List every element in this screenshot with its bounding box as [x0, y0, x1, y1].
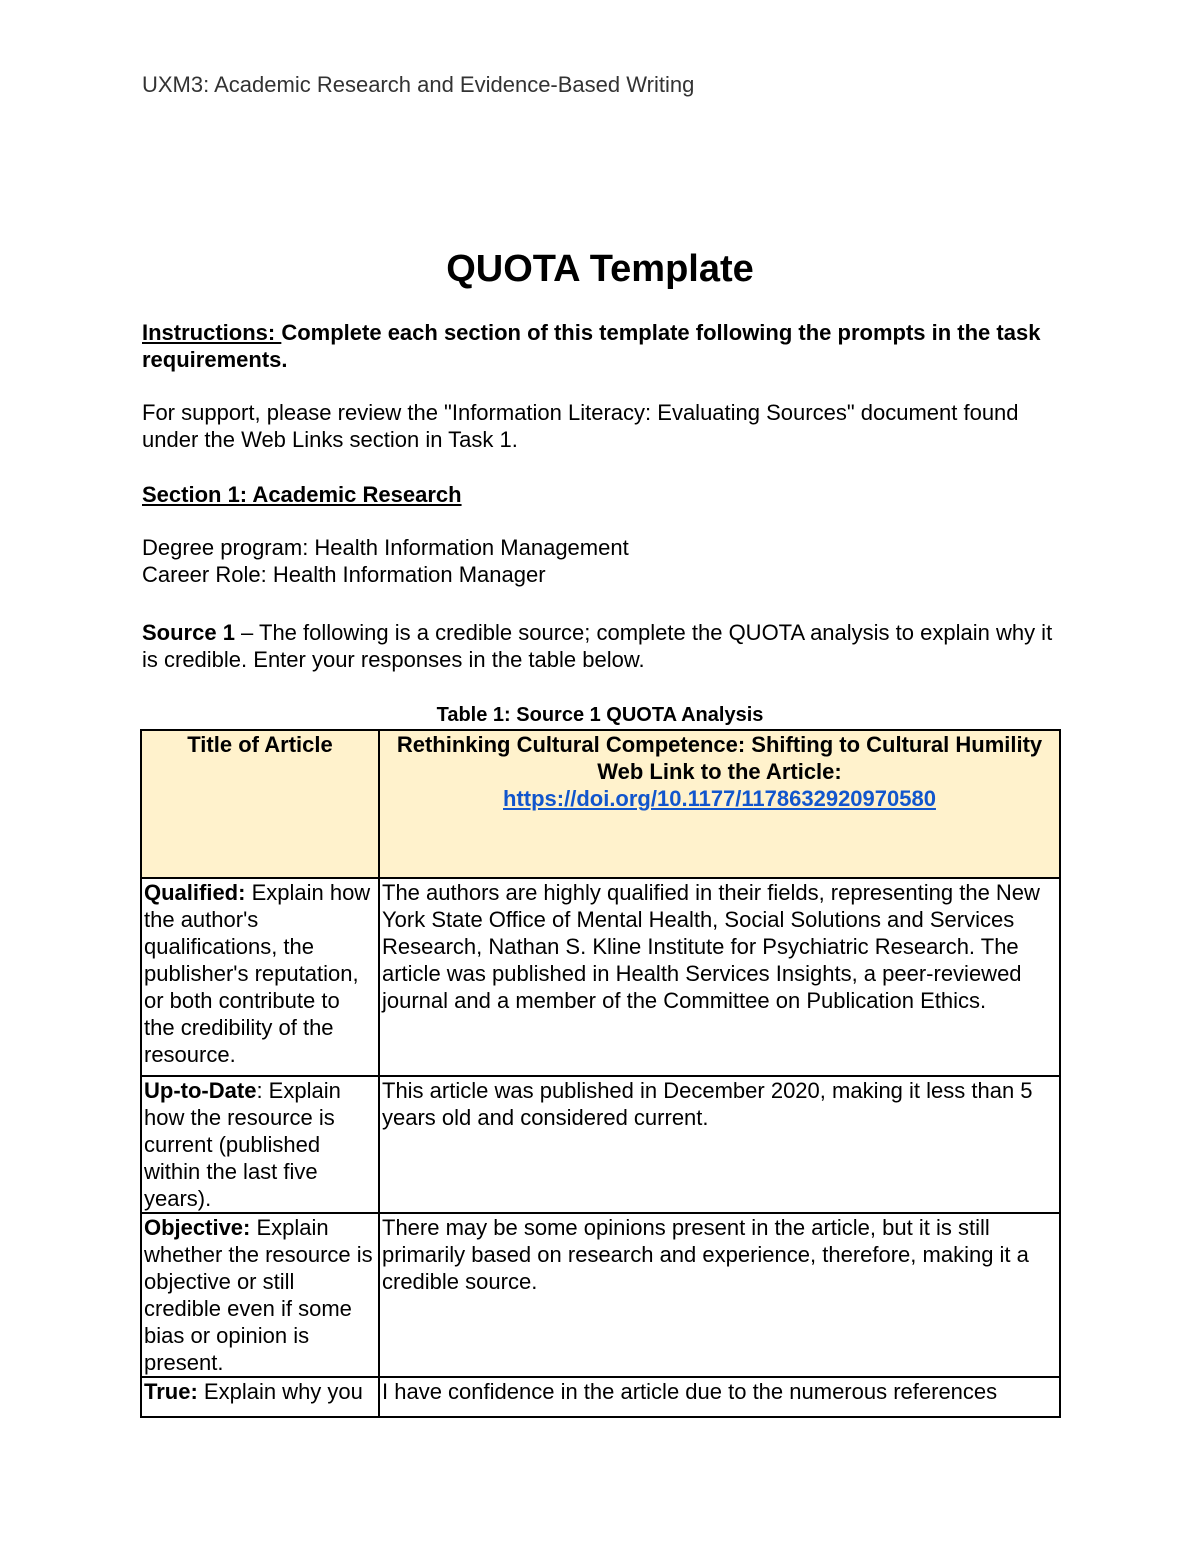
article-doi-link[interactable]: https://doi.org/10.1177/1178632920970580	[503, 786, 936, 811]
table-row	[141, 1377, 1060, 1417]
article-info-cell	[379, 730, 1060, 878]
table-row	[141, 1076, 1060, 1213]
quota-table	[140, 729, 1061, 1418]
course-header: UXM3: Academic Research and Evidence-Based Writing	[142, 72, 695, 97]
criterion-prompt: : Explain how the resource is current (published within the last five years).	[144, 1078, 341, 1211]
source-1-paragraph	[142, 619, 1062, 673]
criterion-prompt: Explain whether the resource is objective or still credible even if some bias or opinion is present.	[144, 1215, 373, 1375]
response-cell[interactable]: There may be some opinions present in the article, but it is still primarily based on research and experience, therefore, making it a credible source.	[379, 1213, 1060, 1377]
criterion-label: Up-to-Date	[144, 1078, 257, 1103]
source-1-label: Source 1	[142, 620, 235, 645]
criterion-prompt: Explain why you	[197, 1379, 363, 1404]
response-cell[interactable]: The authors are highly qualified in their fields, representing the New York State Office of Mental Health, Social Solutions and Services Research, Nathan S. Kline Institute for Psychiatric Research. The article was published in Health Services Insights, a peer-reviewed journal and a member of the Committee on Publication Ethics.	[379, 878, 1060, 1076]
criterion-label: Qualified:	[144, 880, 246, 905]
instructions-label: Instructions:	[142, 320, 282, 345]
table-row	[141, 878, 1060, 1076]
title-header-cell: Title of Article	[141, 730, 379, 878]
table-row-title	[141, 730, 1060, 878]
document-title: QUOTA Template	[446, 248, 754, 290]
criterion-label: True:	[144, 1379, 198, 1404]
response-cell[interactable]: This article was published in December 2020, making it less than 5 years old and considered current.	[379, 1076, 1060, 1213]
criterion-cell	[141, 1213, 379, 1377]
career-role: Career Role: Health Information Manager	[142, 562, 546, 587]
criterion-cell	[141, 878, 379, 1076]
table-row	[141, 1213, 1060, 1377]
section-1-heading: Section 1: Academic Research	[142, 482, 462, 507]
degree-program: Degree program: Health Information Management	[142, 535, 629, 560]
article-title: Rethinking Cultural Competence: Shifting to Cultural Humility	[396, 732, 1043, 757]
criterion-cell	[141, 1076, 379, 1213]
criterion-prompt: Explain how the author's qualifications, the publisher's reputation, or both contribute to the credibility of the resource.	[144, 880, 371, 1067]
instructions-paragraph	[142, 319, 1062, 373]
instructions-text: Complete each section of this template following the prompts in the task requirements.	[142, 320, 1041, 372]
criterion-cell	[141, 1377, 379, 1417]
degree-career-block	[142, 534, 1062, 588]
criterion-label: Objective:	[144, 1215, 251, 1240]
table-caption: Table 1: Source 1 QUOTA Analysis	[436, 704, 764, 726]
response-cell[interactable]: I have confidence in the article due to the numerous references	[379, 1377, 1060, 1417]
web-link-label: Web Link to the Article:	[597, 759, 842, 784]
support-paragraph: For support, please review the "Information Literacy: Evaluating Sources" document found under the Web Links section in Task 1.	[142, 400, 1019, 452]
source-1-text: – The following is a credible source; complete the QUOTA analysis to explain why it is credible. Enter your responses in the table below.	[142, 620, 1053, 672]
